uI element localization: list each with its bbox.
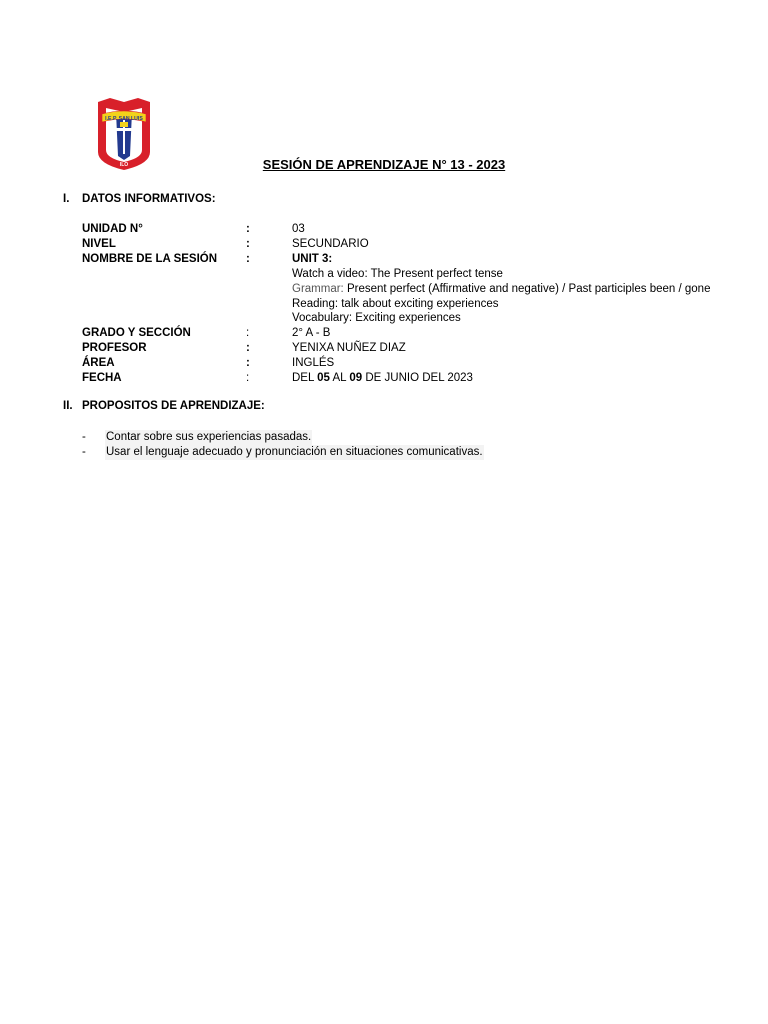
fecha-del: DEL (292, 372, 314, 384)
fecha-start-day: 05 (317, 372, 330, 384)
field-label: ÁREA (82, 357, 115, 369)
section-datos-informativos (63, 193, 216, 205)
field-colon: : (246, 327, 250, 339)
field-colon: : (246, 372, 250, 384)
section-number: I. (63, 193, 70, 205)
session-detail-text: Vocabulary: Exciting experiences (292, 312, 461, 324)
field-value: INGLÉS (292, 357, 335, 369)
list-item-text: Usar el lenguaje adecuado y pronunciación en situaciones comunicativas. (106, 446, 483, 458)
field-label: FECHA (82, 372, 122, 384)
field-value (292, 371, 473, 386)
field-value: SECUNDARIO (292, 238, 369, 250)
logo-bottom-text: ILO (119, 162, 129, 168)
field-colon: : (246, 253, 250, 265)
session-detail-text: Reading: talk about exciting experiences (292, 298, 499, 310)
session-detail-text: Watch a video: The Present perfect tense (292, 268, 503, 280)
field-colon: : (246, 342, 250, 354)
field-value: UNIT 3: (292, 253, 333, 265)
bullet-dash: - (82, 431, 86, 443)
fecha-rest: DE JUNIO DEL 2023 (365, 372, 473, 384)
fecha-al: AL (332, 372, 347, 384)
section-number: II. (63, 400, 73, 412)
session-detail-text (292, 282, 710, 297)
list-item-text: Contar sobre sus experiencias pasadas. (106, 431, 312, 443)
field-label: NIVEL (82, 238, 116, 250)
field-label: GRADO Y SECCIÓN (82, 327, 191, 339)
field-colon: : (246, 223, 250, 235)
field-value: 03 (292, 223, 305, 235)
section-propositos (63, 400, 265, 412)
field-label: PROFESOR (82, 342, 147, 354)
grammar-prefix: Grammar: (292, 283, 344, 295)
field-colon: : (246, 238, 250, 250)
logo-banner-text: I.E.P. SAN LUIS (105, 116, 143, 122)
field-label: NOMBRE DE LA SESIÓN (82, 253, 218, 265)
section-heading: DATOS INFORMATIVOS: (82, 193, 216, 205)
bullet-dash: - (82, 446, 86, 458)
fecha-end-day: 09 (349, 372, 363, 384)
section-heading: PROPOSITOS DE APRENDIZAJE: (82, 400, 265, 412)
grammar-text: Present perfect (Affirmative and negative) / Past participles been / gone (343, 283, 711, 295)
field-label: UNIDAD N° (82, 223, 143, 235)
field-colon: : (246, 357, 250, 369)
field-value: 2° A - B (292, 327, 331, 339)
page-title: SESIÓN DE APRENDIZAJE N° 13 - 2023 (262, 157, 506, 172)
field-value: YENIXA NUÑEZ DIAZ (292, 342, 406, 354)
